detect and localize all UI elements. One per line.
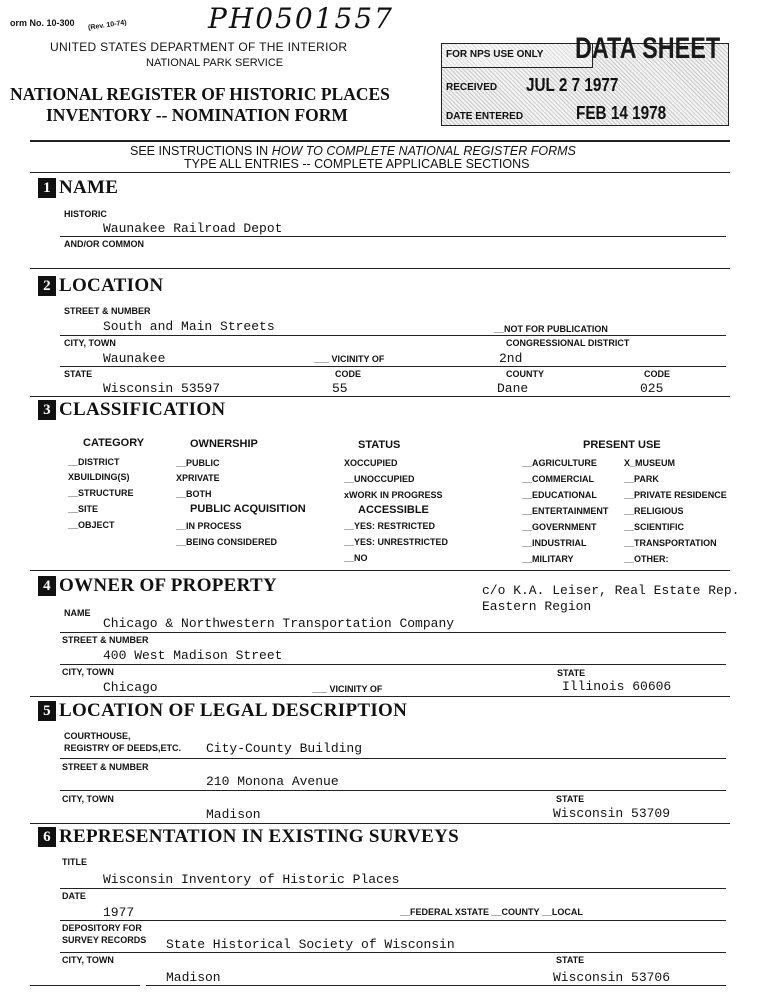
accessible-heading: ACCESSIBLE xyxy=(358,504,429,516)
present-use-option: __EDUCATIONAL xyxy=(522,490,597,500)
legal-state-label: STATE xyxy=(556,794,585,804)
survey-title-value: Wisconsin Inventory of Historic Places xyxy=(103,872,400,887)
location-city-label: CITY, TOWN xyxy=(64,338,116,348)
county-label: COUNTY xyxy=(506,369,544,379)
section-divider xyxy=(30,823,730,824)
received-date-stamp: JUL 2 7 1977 xyxy=(526,75,619,95)
depository-label: DEPOSITORY FOR xyxy=(62,923,142,933)
section-1-heading: 1 NAME xyxy=(38,177,118,199)
status-option: XOCCUPIED xyxy=(344,458,398,468)
ownership-option: __PUBLIC xyxy=(176,458,220,468)
present-use-option: __COMMERCIAL xyxy=(522,474,595,484)
form-revision: (Rev. 10-74) xyxy=(87,19,128,32)
form-title-line-1: NATIONAL REGISTER OF HISTORIC PLACES xyxy=(10,84,390,104)
location-street-value: South and Main Streets xyxy=(103,319,275,334)
handwritten-reference-number: PH0501557 xyxy=(208,2,394,35)
field-rule xyxy=(60,366,726,367)
accessible-option: __NO xyxy=(344,553,368,563)
instructions-divider xyxy=(30,172,730,173)
present-use-heading: PRESENT USE xyxy=(583,439,661,451)
nps-use-only-label: FOR NPS USE ONLY xyxy=(446,49,544,60)
legal-state-value: Wisconsin 53709 xyxy=(553,806,671,821)
present-use-option: __AGRICULTURE xyxy=(522,458,597,468)
present-use-option: __MILITARY xyxy=(522,554,574,564)
public-acquisition-heading: PUBLIC ACQUISITION xyxy=(190,503,306,515)
survey-city-label: CITY, TOWN xyxy=(62,955,114,965)
service-name: NATIONAL PARK SERVICE xyxy=(146,57,284,69)
instructions-line-2: TYPE ALL ENTRIES -- COMPLETE APPLICABLE SECTIONS xyxy=(184,157,530,171)
date-entered-stamp: FEB 14 1978 xyxy=(576,103,667,123)
field-rule xyxy=(60,920,726,921)
survey-date-value: 1977 xyxy=(103,905,135,920)
acquisition-option: __BEING CONSIDERED xyxy=(176,537,278,547)
section-5-heading: 5 LOCATION OF LEGAL DESCRIPTION xyxy=(38,700,407,722)
status-heading: STATUS xyxy=(358,439,401,451)
survey-title-label: TITLE xyxy=(62,857,87,867)
registry-label: REGISTRY OF DEEDS,ETC. xyxy=(64,743,182,753)
present-use-option: __PRIVATE RESIDENCE xyxy=(624,490,727,500)
section-number-badge: 4 xyxy=(38,576,56,596)
field-rule xyxy=(60,335,726,336)
county-code-label: CODE xyxy=(644,369,671,379)
vicinity-of-option: ___ VICINITY OF xyxy=(314,354,385,364)
owner-name-value: Chicago & Northwestern Transportation Company xyxy=(103,616,455,631)
section-number-badge: 5 xyxy=(38,701,56,721)
state-code-label: CODE xyxy=(335,369,362,379)
category-heading: CATEGORY xyxy=(83,437,145,449)
section-divider xyxy=(30,696,730,697)
department-name: UNITED STATES DEPARTMENT OF THE INTERIOR xyxy=(50,40,348,54)
section-number-badge: 1 xyxy=(38,178,56,198)
location-state-label: STATE xyxy=(64,369,93,379)
legal-street-label: STREET & NUMBER xyxy=(62,762,149,772)
section-number-badge: 6 xyxy=(38,827,56,847)
present-use-option: __OTHER: xyxy=(624,554,669,564)
owner-city-label: CITY, TOWN xyxy=(62,667,114,677)
present-use-option: __GOVERNMENT xyxy=(522,522,597,532)
section-divider xyxy=(30,268,730,269)
congressional-district-value: 2nd xyxy=(499,351,523,366)
registry-value: City-County Building xyxy=(206,741,363,756)
field-rule xyxy=(60,236,726,237)
present-use-option: __ENTERTAINMENT xyxy=(522,506,609,516)
accessible-option: __YES: UNRESTRICTED xyxy=(344,537,449,547)
owner-street-value: 400 West Madison Street xyxy=(103,648,283,663)
congressional-district-label: CONGRESSIONAL DISTRICT xyxy=(506,338,630,348)
category-option: __OBJECT xyxy=(68,520,115,530)
location-street-label: STREET & NUMBER xyxy=(64,306,151,316)
field-rule xyxy=(146,985,726,986)
location-city-value: Waunakee xyxy=(103,351,166,366)
present-use-option: __RELIGIOUS xyxy=(624,506,684,516)
accessible-option: __YES: RESTRICTED xyxy=(344,521,436,531)
section-number-badge: 2 xyxy=(38,276,56,296)
field-rule xyxy=(60,632,726,633)
historic-name-label: HISTORIC xyxy=(64,209,107,219)
ownership-heading: OWNERSHIP xyxy=(190,438,258,450)
data-sheet-stamp: DATA SHEET xyxy=(575,32,721,65)
section-6-heading: 6 REPRESENTATION IN EXISTING SURVEYS xyxy=(38,826,459,848)
survey-level-options: __FEDERAL XSTATE __COUNTY __LOCAL xyxy=(400,907,583,917)
section-divider xyxy=(30,570,730,571)
owner-vicinity-option: ___ VICINITY OF xyxy=(312,684,383,694)
field-rule xyxy=(60,888,726,889)
date-entered-label: DATE ENTERED xyxy=(446,111,524,122)
section-3-heading: 3 CLASSIFICATION xyxy=(38,399,225,421)
ownership-option: XPRIVATE xyxy=(176,473,220,483)
field-rule xyxy=(60,758,726,759)
present-use-option: __PARK xyxy=(624,474,659,484)
historic-name-value: Waunakee Railroad Depot xyxy=(103,221,283,236)
present-use-option: __TRANSPORTATION xyxy=(624,538,717,548)
acquisition-option: __IN PROCESS xyxy=(176,521,242,531)
category-option: XBUILDING(S) xyxy=(68,472,130,482)
category-option: __DISTRICT xyxy=(68,457,120,467)
nps-use-only-box xyxy=(441,32,729,126)
field-rule xyxy=(30,985,140,986)
common-name-label: AND/OR COMMON xyxy=(64,239,144,249)
present-use-option: __INDUSTRIAL xyxy=(522,538,587,548)
legal-city-label: CITY, TOWN xyxy=(62,794,114,804)
instructions-line-1: SEE INSTRUCTIONS IN HOW TO COMPLETE NATIONAL REGISTER FORMS xyxy=(130,144,576,158)
county-code-value: 025 xyxy=(640,381,664,396)
location-state-value: Wisconsin 53597 xyxy=(103,381,221,396)
legal-city-value: Madison xyxy=(206,807,261,822)
header-divider xyxy=(30,140,730,142)
not-for-publication-option: __NOT FOR PUBLICATION xyxy=(494,324,608,334)
section-4-heading: 4 OWNER OF PROPERTY xyxy=(38,575,277,597)
ownership-option: __BOTH xyxy=(176,489,212,499)
present-use-option: __SCIENTIFIC xyxy=(624,522,685,532)
field-rule xyxy=(60,790,726,791)
owner-care-of-value: c/o K.A. Leiser, Real Estate Rep. xyxy=(482,583,740,598)
survey-state-value: Wisconsin 53706 xyxy=(553,970,671,985)
section-divider xyxy=(30,396,730,397)
field-rule xyxy=(60,664,726,665)
survey-state-label: STATE xyxy=(556,955,585,965)
state-code-value: 55 xyxy=(332,381,348,396)
owner-name-label: NAME xyxy=(64,608,91,618)
field-rule xyxy=(60,952,726,953)
status-option: xWORK IN PROGRESS xyxy=(344,490,443,500)
survey-date-label: DATE xyxy=(62,891,86,901)
courthouse-label: COURTHOUSE, xyxy=(64,731,131,741)
section-2-heading: 2 LOCATION xyxy=(38,275,163,297)
category-option: __STRUCTURE xyxy=(68,488,134,498)
status-option: __UNOCCUPIED xyxy=(344,474,415,484)
owner-region-value: Eastern Region xyxy=(482,599,592,614)
category-option: __SITE xyxy=(68,504,99,514)
depository-value: State Historical Society of Wisconsin xyxy=(166,937,455,952)
owner-city-value: Chicago xyxy=(103,680,158,695)
survey-city-value: Madison xyxy=(166,970,221,985)
owner-street-label: STREET & NUMBER xyxy=(62,635,149,645)
owner-state-label: STATE xyxy=(557,668,586,678)
form-number: orm No. 10-300 xyxy=(10,18,75,28)
county-value: Dane xyxy=(497,381,529,396)
received-label: RECEIVED xyxy=(446,82,498,93)
section-number-badge: 3 xyxy=(38,400,56,420)
survey-records-label: SURVEY RECORDS xyxy=(62,935,147,945)
owner-state-value: Illinois 60606 xyxy=(562,679,672,694)
present-use-option: X_MUSEUM xyxy=(624,458,676,468)
legal-street-value: 210 Monona Avenue xyxy=(206,774,339,789)
form-title-line-2: INVENTORY -- NOMINATION FORM xyxy=(46,105,348,125)
